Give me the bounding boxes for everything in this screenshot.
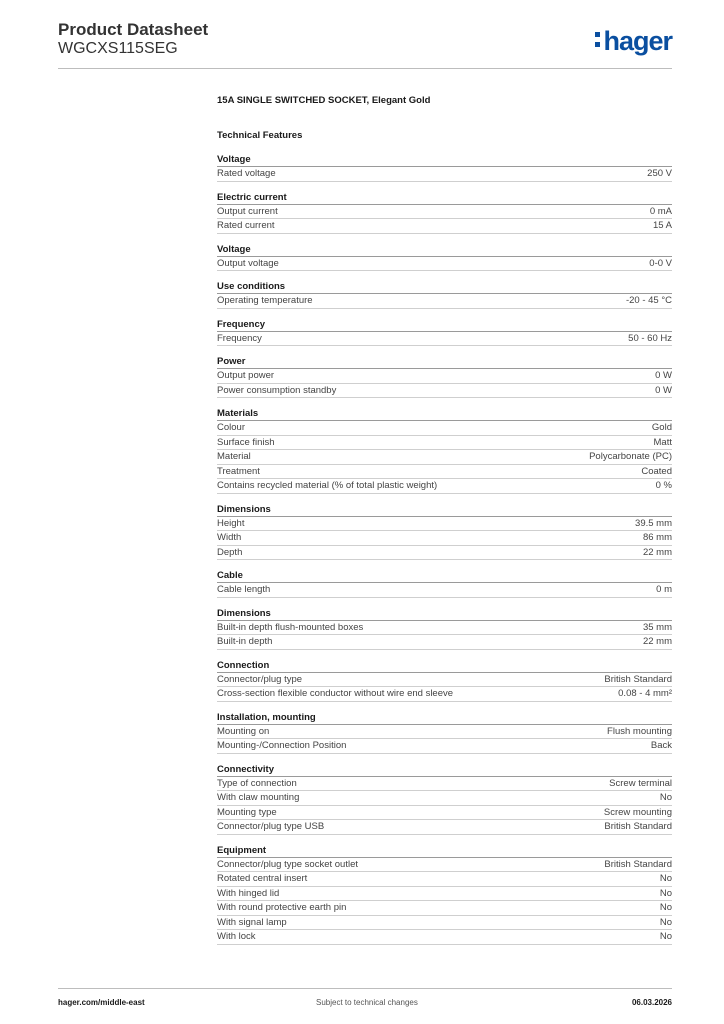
feature-label: Height <box>217 517 245 529</box>
feature-value: 0 W <box>655 370 672 381</box>
document-title: Product Datasheet <box>58 20 209 39</box>
feature-value: No <box>659 792 672 803</box>
feature-label: With round protective earth pin <box>217 902 347 913</box>
feature-row <box>217 806 672 821</box>
feature-label: Rated voltage <box>217 168 276 179</box>
feature-label: Output power <box>217 370 275 381</box>
feature-label: Type of connection <box>217 777 297 789</box>
feature-section <box>217 356 672 398</box>
feature-row <box>217 687 672 702</box>
feature-row <box>217 635 672 650</box>
feature-value: 0-0 V <box>649 257 672 269</box>
feature-row <box>217 369 672 384</box>
feature-value: Screw mounting <box>603 806 672 818</box>
section-title: Voltage <box>217 154 672 167</box>
feature-label: Surface finish <box>217 436 275 448</box>
section-title: Dimensions <box>217 504 672 517</box>
feature-section <box>217 570 672 598</box>
feature-value: 0 W <box>655 384 672 396</box>
feature-label: Cable length <box>217 584 271 595</box>
feature-section <box>217 408 672 494</box>
feature-label: With claw mounting <box>217 792 300 803</box>
feature-label: With signal lamp <box>217 916 287 928</box>
feature-label: Colour <box>217 422 245 433</box>
feature-section <box>217 764 672 835</box>
feature-label: Rated current <box>217 220 275 231</box>
feature-row <box>217 421 672 436</box>
feature-section <box>217 608 672 650</box>
section-title: Electric current <box>217 192 672 205</box>
feature-row <box>217 887 672 902</box>
feature-section <box>217 660 672 702</box>
feature-section <box>217 281 672 309</box>
feature-section <box>217 244 672 272</box>
feature-label: Material <box>217 451 251 462</box>
feature-row <box>217 332 672 347</box>
feature-value: 15 A <box>652 220 672 231</box>
feature-value: 50 - 60 Hz <box>628 332 672 344</box>
feature-value: Back <box>650 740 672 751</box>
feature-row <box>217 791 672 806</box>
feature-label: Operating temperature <box>217 295 313 306</box>
feature-section <box>217 504 672 561</box>
feature-label: Output voltage <box>217 257 279 269</box>
feature-label: Depth <box>217 546 243 558</box>
feature-section <box>217 154 672 182</box>
feature-label: Frequency <box>217 332 262 344</box>
section-title: Connection <box>217 660 672 673</box>
section-title: Materials <box>217 408 672 421</box>
feature-label: Width <box>217 532 242 543</box>
technical-features-heading: Technical Features <box>217 130 303 141</box>
feature-row <box>217 901 672 916</box>
feature-value: Flush mounting <box>607 725 672 737</box>
feature-row <box>217 916 672 931</box>
feature-row <box>217 739 672 754</box>
feature-value: 0 % <box>655 480 672 491</box>
product-code: WGCXS115SEG <box>58 40 178 57</box>
feature-label: Rotated central insert <box>217 873 308 884</box>
feature-label: Connector/plug type USB <box>217 821 325 832</box>
feature-row <box>217 517 672 532</box>
feature-row <box>217 673 672 688</box>
feature-label: Connector/plug type <box>217 673 303 685</box>
feature-row <box>217 479 672 494</box>
feature-row <box>217 725 672 740</box>
feature-label: Power consumption standby <box>217 384 337 396</box>
feature-row <box>217 167 672 182</box>
section-title: Power <box>217 356 672 369</box>
page-footer <box>58 988 672 1007</box>
feature-value: British Standard <box>604 821 672 832</box>
feature-row <box>217 546 672 561</box>
feature-row <box>217 872 672 887</box>
feature-row <box>217 621 672 636</box>
feature-label: Built-in depth flush-mounted boxes <box>217 621 364 633</box>
feature-label: Mounting-/Connection Position <box>217 740 347 751</box>
footer-website: hager.com/middle-east <box>58 998 145 1007</box>
section-title: Installation, mounting <box>217 712 672 725</box>
feature-value: Screw terminal <box>609 777 672 789</box>
feature-label: Connector/plug type socket outlet <box>217 858 359 870</box>
datasheet-content <box>217 94 672 945</box>
feature-value: British Standard <box>604 858 672 870</box>
feature-label: Cross-section flexible conductor without wire end sleeve <box>217 688 454 699</box>
product-name: 15A SINGLE SWITCHED SOCKET, Elegant Gold <box>217 95 431 106</box>
feature-value: No <box>659 887 672 899</box>
feature-section <box>217 712 672 754</box>
feature-row <box>217 465 672 480</box>
feature-value: 0 mA <box>649 205 672 217</box>
document-header <box>58 20 208 58</box>
feature-label: With lock <box>217 931 256 942</box>
section-title: Equipment <box>217 845 672 858</box>
feature-section <box>217 319 672 347</box>
section-title: Frequency <box>217 319 672 332</box>
feature-value: No <box>659 902 672 913</box>
feature-row <box>217 858 672 873</box>
feature-value: Coated <box>641 465 672 477</box>
feature-row <box>217 531 672 546</box>
feature-label: Output current <box>217 205 278 217</box>
feature-row <box>217 294 672 309</box>
feature-label: Contains recycled material (% of total plastic weight) <box>217 480 438 491</box>
section-title: Connectivity <box>217 764 672 777</box>
feature-value: 22 mm <box>642 636 672 647</box>
feature-value: 39.5 mm <box>635 517 672 529</box>
feature-row <box>217 930 672 945</box>
feature-row <box>217 257 672 272</box>
feature-value: Polycarbonate (PC) <box>589 451 672 462</box>
feature-value: British Standard <box>604 673 672 685</box>
feature-label: With hinged lid <box>217 887 280 899</box>
section-title: Cable <box>217 570 672 583</box>
logo-text: hager <box>603 26 672 56</box>
feature-row <box>217 583 672 598</box>
footer-date: 06.03.2026 <box>631 998 672 1007</box>
header-divider <box>58 68 672 69</box>
section-title: Dimensions <box>217 608 672 621</box>
feature-value: Gold <box>651 422 672 433</box>
feature-row <box>217 436 672 451</box>
section-title: Voltage <box>217 244 672 257</box>
feature-value: -20 - 45 °C <box>625 295 672 306</box>
feature-section <box>217 845 672 945</box>
feature-sections <box>217 154 672 945</box>
feature-row <box>217 219 672 234</box>
feature-row <box>217 205 672 220</box>
feature-label: Built-in depth <box>217 636 273 647</box>
feature-value: 250 V <box>647 168 672 179</box>
feature-value: 22 mm <box>642 546 672 558</box>
feature-label: Mounting type <box>217 806 277 818</box>
feature-value: 0 m <box>656 584 672 595</box>
feature-value: No <box>659 931 672 942</box>
feature-value: No <box>659 873 672 884</box>
hager-logo <box>595 26 672 56</box>
feature-value: 0.08 - 4 mm² <box>618 688 672 699</box>
feature-row <box>217 777 672 792</box>
feature-row <box>217 450 672 465</box>
feature-row <box>217 820 672 835</box>
feature-value: 35 mm <box>642 621 672 633</box>
feature-value: Matt <box>653 436 672 448</box>
section-title: Use conditions <box>217 281 672 294</box>
footer-note: Subject to technical changes <box>316 998 418 1007</box>
feature-section <box>217 192 672 234</box>
logo-colon-icon <box>595 26 600 52</box>
feature-value: No <box>659 916 672 928</box>
feature-label: Mounting on <box>217 725 270 737</box>
feature-value: 86 mm <box>642 532 672 543</box>
feature-row <box>217 384 672 399</box>
feature-label: Treatment <box>217 465 260 477</box>
